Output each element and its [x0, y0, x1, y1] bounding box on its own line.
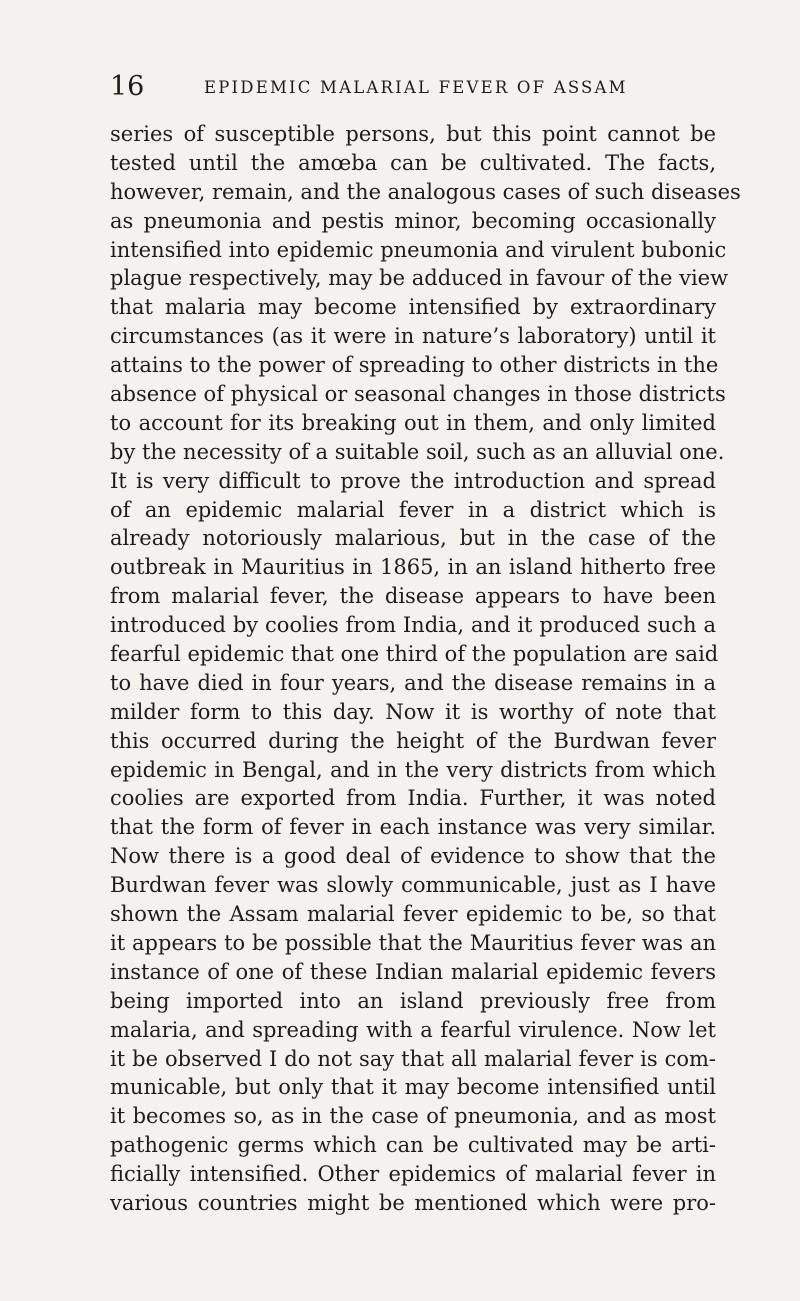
body-text: [110, 120, 741, 1218]
text-line: series of susceptible persons, but this point cannot be: [110, 122, 716, 146]
text-line: instance of one of these Indian malarial epidemic fevers: [110, 959, 716, 984]
page-header: [110, 70, 720, 104]
text-line: of an epidemic malarial fever in a district which is: [110, 497, 716, 522]
running-title: EPIDEMIC MALARIAL FEVER OF ASSAM: [204, 78, 628, 97]
text-line: this occurred during the height of the Burdwan fever: [110, 728, 716, 753]
text-line: Burdwan fever was slowly communicable, just as I have: [110, 873, 716, 898]
text-line: already notoriously malarious, but in the case of the: [110, 526, 716, 551]
text-line: milder form to this day. Now it is worthy of note that: [110, 699, 716, 724]
text-line: epidemic in Bengal, and in the very districts from which: [110, 757, 716, 782]
text-line: intensified into epidemic pneumonia and virulent bubonic: [110, 237, 727, 262]
text-line: by the necessity of a suitable soil, such as an alluvial one.: [110, 439, 725, 464]
text-line: it becomes so, as in the case of pneumonia, and as most: [110, 1104, 716, 1129]
text-line: to have died in four years, and the disease remains in a: [110, 670, 716, 695]
text-line: however, remain, and the analogous cases of such diseases: [110, 179, 741, 204]
text-line: to account for its breaking out in them, and only limited: [110, 410, 716, 435]
text-line: plague respectively, may be adduced in favour of the view: [110, 266, 729, 291]
text-line: it be observed I do not say that all malarial fever is com-: [110, 1046, 716, 1071]
text-line: that the form of fever in each instance was very similar.: [110, 815, 716, 840]
page-number: 16: [110, 71, 145, 102]
text-line: municable, but only that it may become intensified until: [110, 1075, 716, 1100]
text-line: that malaria may become intensified by extraordinary: [110, 295, 716, 320]
text-line: outbreak in Mauritius in 1865, in an island hitherto free: [110, 555, 716, 580]
text-line: introduced by coolies from India, and it produced such a: [110, 613, 716, 638]
text-line: coolies are exported from India. Further, it was noted: [110, 786, 716, 811]
text-line: it appears to be possible that the Mauritius fever was an: [110, 930, 716, 955]
text-line: various countries might be mentioned which were pro-: [110, 1190, 716, 1215]
text-line: as pneumonia and pestis minor, becoming occasionally: [110, 208, 716, 233]
text-line: absence of physical or seasonal changes in those districts: [110, 382, 726, 407]
text-line: It is very difficult to prove the introduction and spread: [110, 468, 716, 493]
text-line: tested until the amœba can be cultivated. The facts,: [110, 150, 716, 175]
text-line: pathogenic germs which can be cultivated may be arti-: [110, 1133, 716, 1158]
text-line: Now there is a good deal of evidence to show that the: [110, 844, 716, 869]
text-line: malaria, and spreading with a fearful virulence. Now let: [110, 1017, 716, 1042]
text-line: circumstances (as it were in nature’s laboratory) until it: [110, 324, 716, 349]
text-line: fearful epidemic that one third of the population are said: [110, 642, 719, 667]
text-line: attains to the power of spreading to other districts in the: [110, 353, 719, 378]
text-line: from malarial fever, the disease appears to have been: [110, 584, 716, 609]
text-line: being imported into an island previously free from: [110, 988, 716, 1013]
text-line: shown the Assam malarial fever epidemic to be, so that: [110, 902, 716, 927]
text-line: ficially intensified. Other epidemics of malarial fever in: [110, 1162, 716, 1187]
